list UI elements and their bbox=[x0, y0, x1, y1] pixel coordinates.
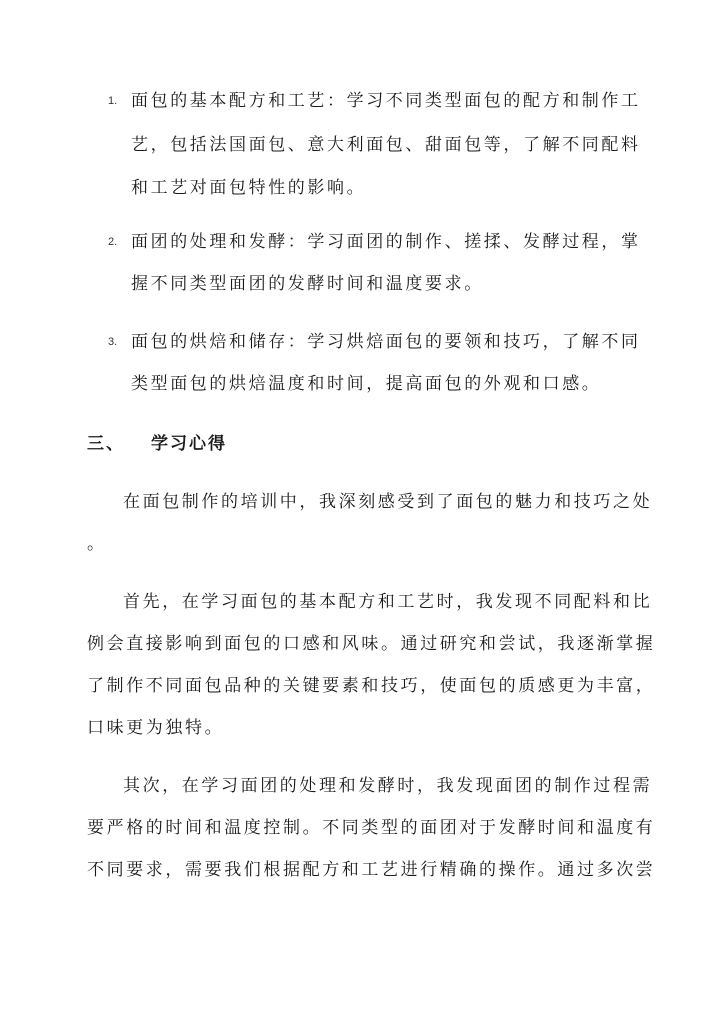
list-number: 3. bbox=[108, 336, 118, 348]
section-heading bbox=[87, 434, 227, 454]
paragraph-line: 例会直接影响到面包的口感和风味。通过研究和尝试，我逐渐掌握 bbox=[87, 634, 656, 654]
list-item-line: 艺，包括法国面包、意大利面包、甜面包等，了解不同配料 bbox=[131, 135, 641, 155]
list-item-line: 类型面包的烘焙温度和时间，提高面包的外观和口感。 bbox=[131, 374, 602, 394]
paragraph-line: 。 bbox=[87, 534, 107, 554]
paragraph-line: 不同要求，需要我们根据配方和工艺进行精确的操作。通过多次尝 bbox=[87, 860, 656, 880]
paragraph-line: 其次，在学习面团的处理和发酵时，我发现面团的制作过程需 bbox=[123, 776, 653, 796]
paragraph-line: 在面包制作的培训中，我深刻感受到了面包的魅力和技巧之处 bbox=[123, 492, 653, 512]
paragraph-line: 要严格的时间和温度控制。不同类型的面团对于发酵时间和温度有 bbox=[87, 818, 656, 838]
list-item-line: 面团的处理和发酵：学习面团的制作、搓揉、发酵过程，掌 bbox=[131, 232, 641, 252]
paragraph-line: 首先，在学习面包的基本配方和工艺时，我发现不同配料和比 bbox=[123, 592, 653, 612]
section-title: 学习心得 bbox=[151, 434, 227, 454]
list-number: 1. bbox=[108, 95, 118, 107]
list-item-line: 面包的基本配方和工艺：学习不同类型面包的配方和制作工 bbox=[131, 91, 641, 111]
list-item-line: 和工艺对面包特性的影响。 bbox=[131, 178, 367, 198]
list-item-line: 握不同类型面团的发酵时间和温度要求。 bbox=[131, 274, 484, 294]
paragraph-line: 口味更为独特。 bbox=[87, 718, 225, 738]
list-number: 2. bbox=[108, 236, 118, 248]
list-item-line: 面包的烘焙和储存：学习烘焙面包的要领和技巧，了解不同 bbox=[131, 332, 641, 352]
section-number: 三、 bbox=[87, 434, 125, 454]
paragraph-line: 了制作不同面包品种的关键要素和技巧，使面包的质感更为丰富， bbox=[87, 676, 656, 696]
